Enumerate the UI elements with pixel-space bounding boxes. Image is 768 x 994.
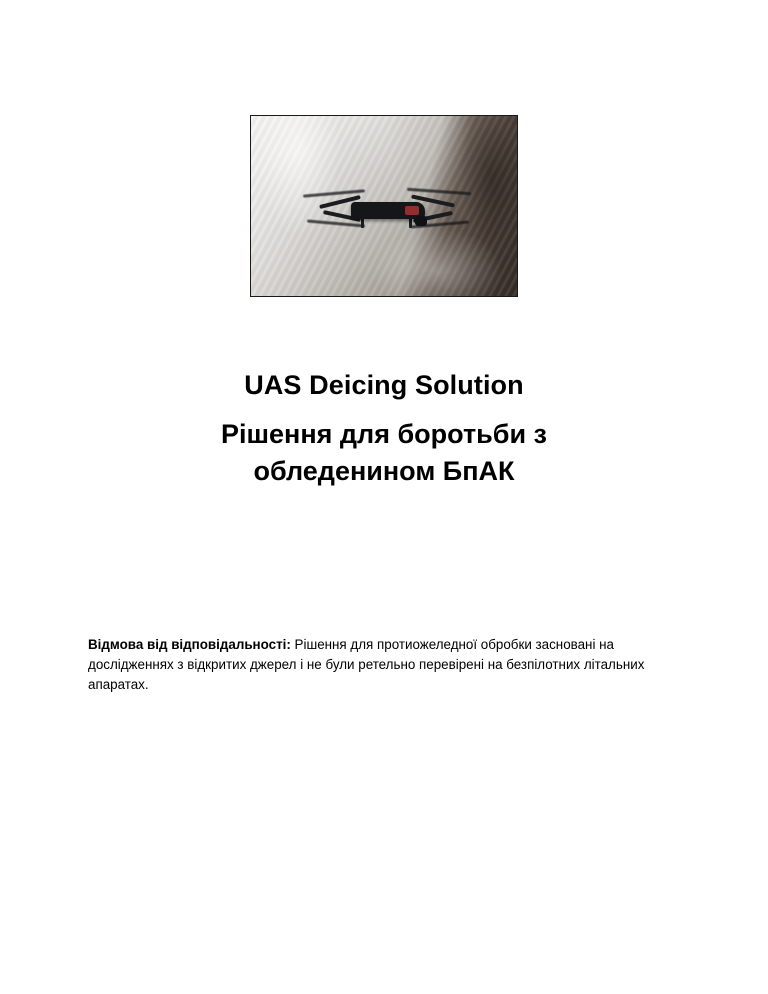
disclaimer-label: Відмова від відповідальності: bbox=[88, 637, 291, 653]
landing-leg-left bbox=[361, 218, 364, 228]
page-title-ukrainian-line1: Рішення для боротьби з bbox=[221, 419, 547, 449]
disclaimer-text: Рішення для протиожеледної обробки засновані на дослідженнях з відкритих джерел і не були ретельно перевірені на безпілотних літальних апаратах. bbox=[88, 637, 645, 693]
rotor-front-right bbox=[407, 188, 471, 195]
page-title-ukrainian-line2: обледенином БпАК bbox=[253, 456, 515, 486]
disclaimer-paragraph bbox=[88, 635, 678, 695]
title-block bbox=[96, 368, 672, 490]
camera-gimbal bbox=[415, 216, 427, 226]
figure-container bbox=[0, 115, 768, 297]
drone-photo-figure bbox=[250, 115, 518, 297]
drone-fuselage bbox=[351, 202, 425, 219]
page-title-english: UAS Deicing Solution bbox=[244, 370, 524, 400]
page-title-ukrainian bbox=[96, 416, 672, 490]
landing-leg-right bbox=[409, 218, 412, 228]
drone-icon bbox=[303, 178, 473, 236]
